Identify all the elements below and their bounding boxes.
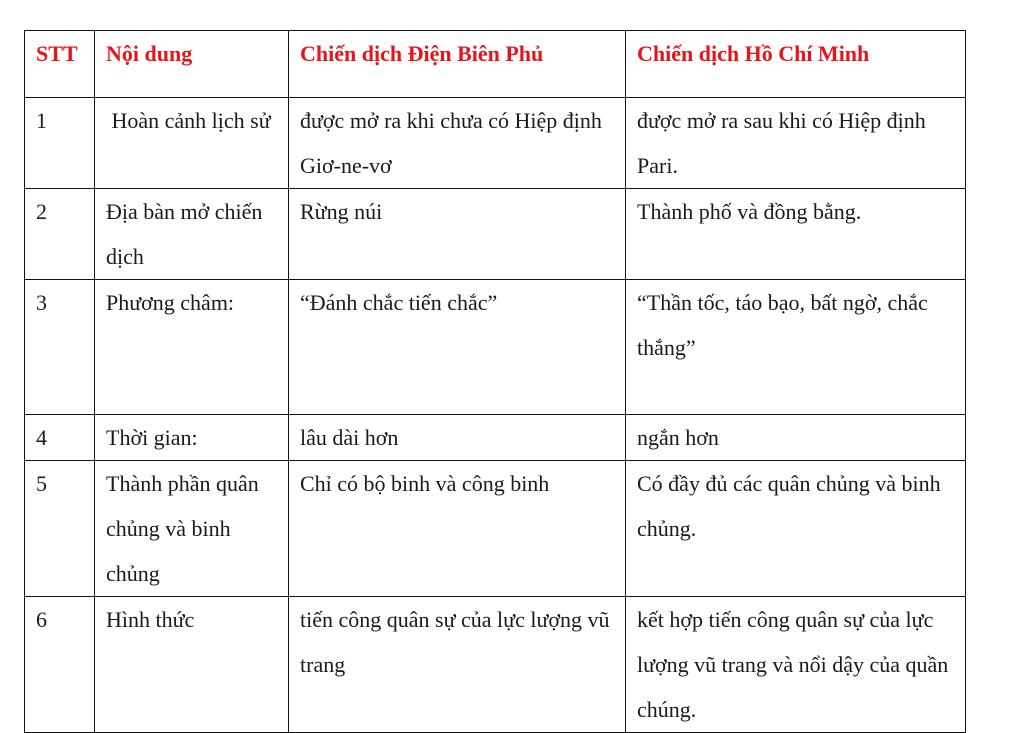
header-stt: STT xyxy=(25,31,95,98)
row-dien-bien-phu: lâu dài hơn xyxy=(289,415,626,461)
row-topic: Thời gian: xyxy=(95,415,289,461)
row-topic: Hoàn cảnh lịch sử xyxy=(95,98,289,189)
row-topic: Thành phần quân chủng và binh chủng xyxy=(95,461,289,597)
table-row xyxy=(25,461,966,597)
table-row xyxy=(25,415,966,461)
row-number: 1 xyxy=(25,98,95,189)
row-dien-bien-phu: được mở ra khi chưa có Hiệp định Giơ-ne-vơ xyxy=(289,98,626,189)
comparison-table xyxy=(24,30,966,733)
row-number: 4 xyxy=(25,415,95,461)
row-number: 2 xyxy=(25,189,95,280)
table-row xyxy=(25,98,966,189)
row-ho-chi-minh: được mở ra sau khi có Hiệp định Pari. xyxy=(626,98,966,189)
row-number: 6 xyxy=(25,597,95,733)
row-topic: Hình thức xyxy=(95,597,289,733)
row-dien-bien-phu: tiến công quân sự của lực lượng vũ trang xyxy=(289,597,626,733)
row-dien-bien-phu: Rừng núi xyxy=(289,189,626,280)
row-topic: Địa bàn mở chiến dịch xyxy=(95,189,289,280)
table-row xyxy=(25,597,966,733)
row-ho-chi-minh: “Thần tốc, táo bạo, bất ngờ, chắc thắng” xyxy=(626,280,966,415)
table-row xyxy=(25,189,966,280)
table-row xyxy=(25,280,966,415)
row-ho-chi-minh: kết hợp tiến công quân sự của lực lượng vũ trang và nổi dậy của quần chúng. xyxy=(626,597,966,733)
row-ho-chi-minh: ngắn hơn xyxy=(626,415,966,461)
row-dien-bien-phu: “Đánh chắc tiến chắc” xyxy=(289,280,626,415)
row-number: 5 xyxy=(25,461,95,597)
row-ho-chi-minh: Có đầy đủ các quân chủng và binh chủng. xyxy=(626,461,966,597)
table-header-row xyxy=(25,31,966,98)
header-ho-chi-minh: Chiến dịch Hồ Chí Minh xyxy=(626,31,966,98)
row-dien-bien-phu: Chỉ có bộ binh và công binh xyxy=(289,461,626,597)
row-ho-chi-minh: Thành phố và đồng bằng. xyxy=(626,189,966,280)
header-content: Nội dung xyxy=(95,31,289,98)
row-number: 3 xyxy=(25,280,95,415)
row-topic: Phương châm: xyxy=(95,280,289,415)
header-dien-bien-phu: Chiến dịch Điện Biên Phủ xyxy=(289,31,626,98)
